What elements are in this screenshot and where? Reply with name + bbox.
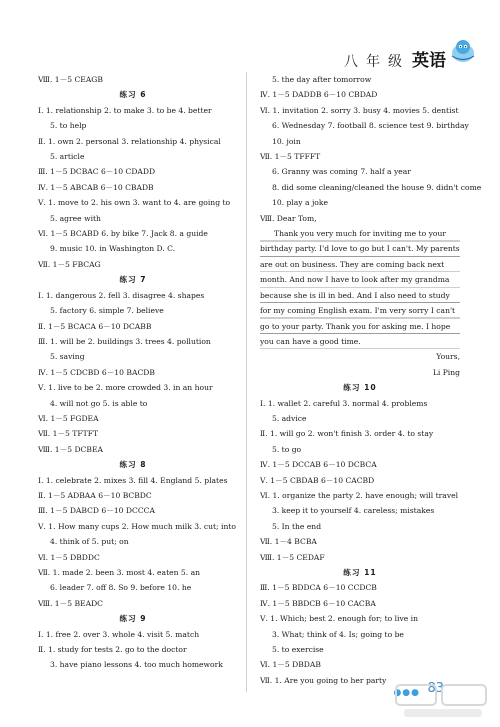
answer-line: Ⅰ. 1. relationship 2. to make 3. to be 4. better: [38, 105, 212, 115]
answer-line: 10. join: [272, 136, 301, 146]
answer-line: Ⅶ. 1－5 FBCAG: [38, 259, 101, 269]
answer-line: Ⅳ. 1－5 ABCAB 6－10 CBADB: [38, 182, 154, 192]
answer-line: Ⅷ. Dear Tom,: [260, 213, 317, 223]
answer-line: Ⅱ. 1－5 BCACA 6－10 DCABB: [38, 321, 152, 331]
letter-closing: Yours,: [436, 352, 460, 362]
answer-line: Ⅲ. 1－5 DCBAC 6－10 CDADD: [38, 167, 156, 177]
answer-line: Ⅳ. 1－5 BBDCB 6－10 CACBA: [260, 598, 376, 608]
answer-line: Ⅵ. 1. organize the party 2. have enough; will travel: [260, 490, 459, 500]
section-title: 练习 8: [119, 460, 147, 470]
answer-line: Ⅰ. 1. dangerous 2. fell 3. disagree 4. shapes: [38, 290, 205, 300]
grade-label: 八年级: [344, 54, 410, 70]
answer-line: Ⅱ. 1. study for tests 2. go to the doctor: [38, 645, 187, 655]
answer-line: 5. factory 6. simple 7. believe: [50, 306, 164, 316]
answer-line: Ⅶ. 1. made 2. been 3. most 4. eaten 5. an: [38, 568, 200, 577]
answer-line: 3. have piano lessons 4. too much homework: [50, 660, 223, 670]
answer-column-left: [38, 72, 236, 673]
answer-line: 6. Granny was coming 7. half a year: [272, 167, 411, 177]
subject-label: 英语: [412, 51, 446, 71]
answer-line: Ⅵ. 1－5 DBDDC: [38, 552, 100, 562]
watermark-logo-icon: [394, 681, 490, 721]
answer-line: Ⅵ. 1－5 BCABD 6. by bike 7. Jack 8. a guide: [38, 229, 208, 239]
answer-line: 5. In the end: [272, 521, 322, 531]
answer-line: 5. advice: [272, 413, 307, 423]
answer-line: Ⅷ. 1－5 CEDAF: [260, 552, 325, 562]
answer-line: 3. What; think of 4. Is; going to be: [272, 629, 404, 639]
answer-line: 6. Wednesday 7. football 8. science test 9. birthday: [272, 121, 469, 131]
answer-line: Ⅱ. 1. will go 2. won't finish 3. order 4. to stay: [260, 429, 434, 439]
answer-line: Ⅴ. 1. live to be 2. more crowded 3. in an hour: [38, 383, 213, 393]
section-title: 练习 6: [119, 90, 147, 100]
answer-line: Ⅴ. 1. Which; best 2. enough for; to live in: [260, 614, 418, 624]
answer-line: Ⅷ. 1－5 BEADC: [38, 598, 103, 608]
answer-line: Ⅲ. 1－5 BDDCA 6－10 CCDCB: [260, 583, 377, 593]
section-title: 练习 10: [343, 383, 377, 393]
section-title: 练习 11: [343, 568, 377, 577]
letter-signature: Li Ping: [432, 367, 460, 377]
column-divider: [246, 72, 247, 692]
answer-line: Ⅲ. 1－5 DABCD 6－10 DCCCA: [38, 506, 155, 516]
answer-line: 5. saving: [50, 352, 85, 362]
page-dots-icon: ●●●: [393, 688, 420, 698]
answer-line: Ⅷ. 1－5 CEAGB: [38, 75, 103, 84]
answer-line: Ⅳ. 1－5 DADDB 6－10 CBDAD: [260, 90, 378, 100]
answer-line: Ⅵ. 1－5 FGDEA: [38, 413, 99, 423]
mascot-icon: [448, 36, 478, 64]
section-title: 练习 9: [119, 614, 147, 624]
answer-line: Ⅳ. 1－5 DCCAB 6－10 DCBCA: [260, 460, 377, 470]
answer-line: 3. keep it to yourself 4. careless; mistakes: [272, 506, 435, 516]
answer-line: Ⅰ. 1. celebrate 2. mixes 3. fill 4. England 5. plates: [38, 475, 228, 485]
answer-line: Ⅲ. 1. will be 2. buildings 3. trees 4. pollution: [38, 336, 211, 346]
answer-line: Ⅰ. 1. wallet 2. careful 3. normal 4. problems: [260, 398, 428, 408]
answer-line: 6. leader 7. off 8. So 9. before 10. he: [50, 583, 192, 593]
answer-line: Ⅴ. 1－5 CBDAB 6－10 CACBD: [260, 475, 375, 485]
answer-line: 5. the day after tomorrow: [272, 75, 372, 84]
answer-line: 5. article: [50, 152, 85, 162]
answer-line: Ⅵ. 1－5 DBDAB: [260, 660, 321, 670]
section-title: 练习 7: [119, 275, 147, 285]
answer-line: 4. think of 5. put; on: [50, 537, 129, 547]
answer-line: Ⅷ. 1－5 DCBEA: [38, 444, 103, 454]
letter-block: [260, 226, 460, 380]
letter-body: Thank you very much for inviting me to your birthday party. I'd love to go but I can't. My parents are out on business. They are coming back next month. And now I have to look after my grandma because she is ill in bed. And I also need to study for my coming English exam. I'm very sorry I can't go to your party. Thank you for asking me. I hope you can have a good time.: [260, 226, 460, 349]
answer-line: Ⅶ. 1. Are you going to her party: [260, 675, 387, 685]
answer-line: Ⅶ. 1－4 BCBA: [260, 537, 317, 547]
answer-line: 8. did some cleaning/cleaned the house 9. didn't come: [272, 182, 482, 192]
page-header: [344, 46, 446, 71]
page-number: 83: [427, 681, 444, 696]
answer-line: Ⅴ. 1. move to 2. his own 3. want to 4. are going to: [38, 198, 231, 208]
answer-line: Ⅶ. 1－5 TFFFT: [260, 152, 321, 162]
answer-line: Ⅱ. 1－5 ADBAA 6－10 BCBDC: [38, 490, 152, 500]
answer-line: 5. agree with: [50, 213, 101, 223]
answer-line: 5. to exercise: [272, 645, 324, 655]
answer-line: 10. play a joke: [272, 198, 328, 208]
answer-line: 5. to help: [50, 121, 87, 131]
answer-line: Ⅶ. 1－5 TFTFT: [38, 429, 99, 439]
answer-line: 5. to go: [272, 444, 302, 454]
answer-line: 4. will not go 5. is able to: [50, 398, 148, 408]
answer-column-right: [260, 72, 482, 688]
answer-line: Ⅴ. 1. How many cups 2. How much milk 3. cut; into: [38, 521, 236, 531]
answer-line: Ⅱ. 1. own 2. personal 3. relationship 4. physical: [38, 136, 221, 146]
answer-line: Ⅵ. 1. invitation 2. sorry 3. busy 4. movies 5. dentist: [260, 105, 459, 115]
answer-line: Ⅳ. 1－5 CDCBD 6－10 BACDB: [38, 367, 155, 377]
answer-line: Ⅰ. 1. free 2. over 3. whole 4. visit 5. match: [38, 629, 200, 639]
answer-line: 9. music 10. in Washington D. C.: [50, 244, 176, 254]
